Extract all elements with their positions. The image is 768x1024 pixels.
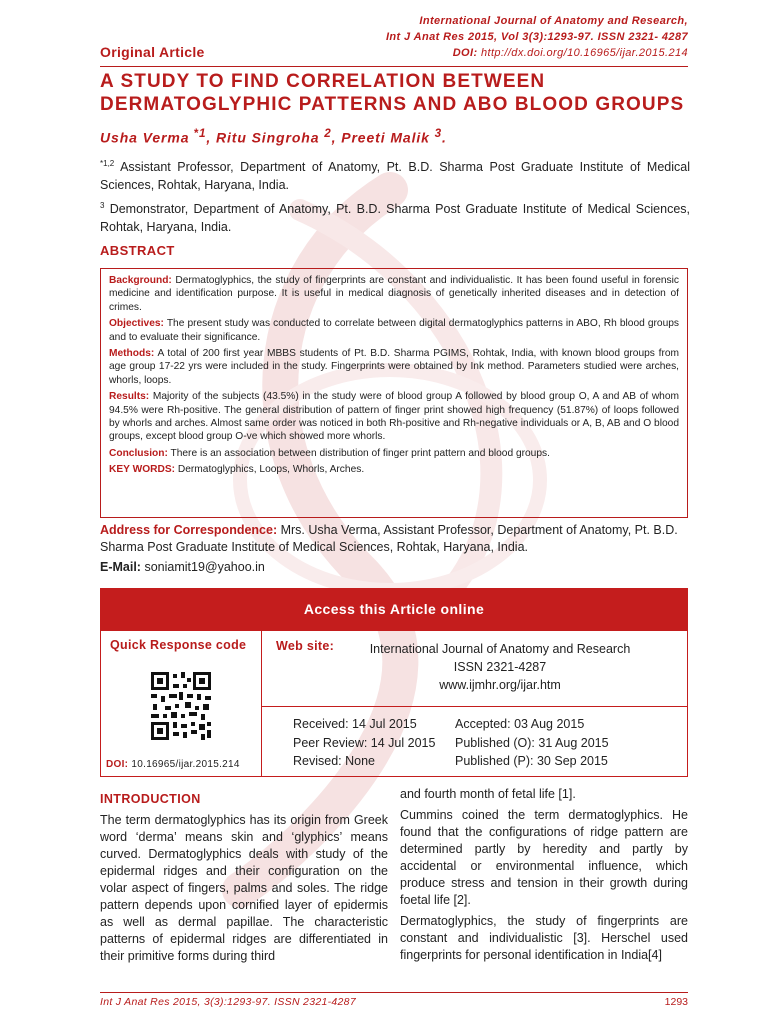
affiliation-1-sup: *1,2 <box>100 159 115 168</box>
page-number: 1293 <box>664 996 688 1008</box>
affiliation-2 <box>100 197 690 236</box>
abstract-conclusion <box>109 447 679 460</box>
qr-label: Quick Response code <box>110 638 247 652</box>
access-doi-label: DOI: <box>106 759 129 770</box>
revised-date: Revised: None <box>293 754 375 768</box>
footer-citation: Int J Anat Res 2015, 3(3):1293-97. ISSN 2321-4287 <box>100 996 356 1008</box>
footer-divider <box>100 992 688 993</box>
abstract-results <box>109 390 679 444</box>
keywords-text: Dermatoglyphics, Loops, Whorls, Arches. <box>175 464 365 476</box>
abstract-methods <box>109 347 679 387</box>
author-end: . <box>442 129 447 146</box>
author-1-sup: *1 <box>189 127 207 140</box>
access-column-divider <box>261 631 262 777</box>
journal-header <box>386 13 688 61</box>
author-1: Usha Verma <box>100 129 190 146</box>
background-text: Dermatoglyphics, the study of fingerprints are constant and individualistic. It has been found useful in forensic medicine and identification purpose. It is useful in medical diagnosis of genetically inherited diseases and in detection of crimes. <box>109 275 679 313</box>
intro-paragraph-3: Dermatoglyphics, the study of fingerprints are constant and individualistic [3]. Herschel used fingerprints for personal identification in India[4] <box>400 914 688 962</box>
intro-paragraph-1: and fourth month of fetal life [1]. <box>400 787 576 801</box>
introduction-left-column: The term dermatoglyphics has its origin from Greek word ‘derma’ means skin and ‘glyphics’ means curved. Dermatoglyphics deals with study of the epidermal ridges and their configuration on the volar aspect of fingers, palms and soles. The ridge pattern depends upon cornified layer of epidermis as well as dermal papillae. The characteristic patterns of epidermal ridges are differentiated in their primitive forms during third <box>100 813 388 963</box>
intro-paragraph-2: Cummins coined the term dermatoglyphics. He found that the configurations of ridge pattern are determined partly by heredity and partly by accidental or environmental influence, which produce stress and tension in their growth during foetal life [2]. <box>400 808 688 907</box>
abstract-heading: ABSTRACT <box>100 243 175 258</box>
section-label: Original Article <box>100 44 205 60</box>
methods-text: A total of 200 first year MBBS students of Pt. B.D. Sharma PGIMS, Rohtak, India, with known blood groups from age group 17-22 yrs were included in the study. Fingerprints were obtained by Ink method. Parameters studied were arches, whorls, loops. <box>109 348 679 386</box>
affiliation-1 <box>100 155 690 194</box>
conclusion-text: There is an association between distribution of finger print pattern and blood groups. <box>167 447 550 459</box>
doi-label: DOI: <box>452 47 478 59</box>
author-2: , Ritu Singroha <box>206 129 320 146</box>
website-label: Web site: <box>276 639 335 653</box>
website-issn: ISSN 2321-4287 <box>453 660 547 674</box>
author-3-sup: 3 <box>434 127 443 140</box>
conclusion-label: Conclusion: <box>109 447 168 459</box>
methods-label: Methods: <box>109 348 155 360</box>
affiliation-2-sup: 3 <box>100 201 105 210</box>
author-3: , Preeti Malik <box>331 129 430 146</box>
published-online-date: Published (O): 31 Aug 2015 <box>455 735 609 750</box>
background-label: Background: <box>109 275 172 286</box>
journal-citation: Int J Anat Res 2015, Vol 3(3):1293-97. ISSN 2321- 4287 <box>385 31 688 43</box>
email-line <box>100 560 265 574</box>
qr-code-icon[interactable] <box>149 670 213 742</box>
abstract-box <box>100 268 688 518</box>
email-label: E-Mail: <box>100 560 141 574</box>
correspondence-label: Address for Correspondence: <box>100 523 278 537</box>
access-doi-value[interactable]: 10.16965/ijar.2015.214 <box>128 759 240 770</box>
objectives-label: Objectives: <box>109 318 164 330</box>
doi-link[interactable]: http://dx.doi.org/10.16965/ijar.2015.214 <box>480 47 688 59</box>
introduction-heading: INTRODUCTION <box>100 792 201 806</box>
introduction-right-column <box>400 786 688 968</box>
received-date: Received: 14 Jul 2015 <box>293 717 417 731</box>
author-list <box>100 127 447 146</box>
abstract-background <box>109 274 679 314</box>
header-divider <box>100 66 688 67</box>
website-url[interactable]: www.ijmhr.org/ijar.htm <box>439 678 561 692</box>
access-row-divider <box>262 706 688 707</box>
results-label: Results: <box>109 391 150 403</box>
abstract-keywords <box>109 463 679 476</box>
access-doi <box>106 759 240 770</box>
keywords-label: KEY WORDS: <box>109 464 176 476</box>
author-2-sup: 2 <box>324 127 332 140</box>
affiliation-1-text: Assistant Professor, Department of Anatomy, Pt. B.D. Sharma Post Graduate Institute of Medical Sciences, Rohtak, Haryana, India. <box>100 160 690 193</box>
abstract-objectives <box>109 317 679 344</box>
email-address[interactable]: soniamit19@yahoo.in <box>140 560 265 574</box>
correspondence <box>100 522 690 556</box>
article-title: A STUDY TO FIND CORRELATION BETWEEN DERMATOGLYPHIC PATTERNS AND ABO BLOOD GROUPS <box>100 71 685 115</box>
results-text: Majority of the subjects (43.5%) in the study were of blood group A followed by blood group O, A and AB of whom 94.5% were Rh-positive. The general distribution of pattern of finger print showed high frequency (51.87%) of loops followed by whorls and arches. Almost same order was noticed in both Rh-positive and Rh-negative individuals or A, B, AB and O blood groups, except blood group O-ve which showed more whorls. <box>109 391 679 443</box>
access-title-bar: Access this Article online <box>100 588 688 631</box>
website-journal-name: International Journal of Anatomy and Research <box>369 642 631 656</box>
objectives-text: The present study was conducted to correlate between digital dermatoglyphics patterns in ABO, Rh blood groups and to evaluate their significance. <box>109 318 679 343</box>
published-print-date: Published (P): 30 Sep 2015 <box>455 754 608 768</box>
peer-review-date: Peer Review: 14 Jul 2015 <box>293 735 436 750</box>
journal-doi <box>386 45 688 61</box>
accepted-date: Accepted: 03 Aug 2015 <box>455 717 585 731</box>
affiliation-2-text: Demonstrator, Department of Anatomy, Pt. B.D. Sharma Post Graduate Institute of Medical Sciences, Rohtak, Haryana, India. <box>100 202 690 235</box>
correspondence-text: Mrs. Usha Verma, Assistant Professor, Department of Anatomy, Pt. B.D. Sharma Post Graduate Institute of Medical Sciences, Rohtak, Haryana, India. <box>100 523 678 554</box>
journal-name: International Journal of Anatomy and Research, <box>419 15 688 27</box>
website-info <box>340 640 660 694</box>
